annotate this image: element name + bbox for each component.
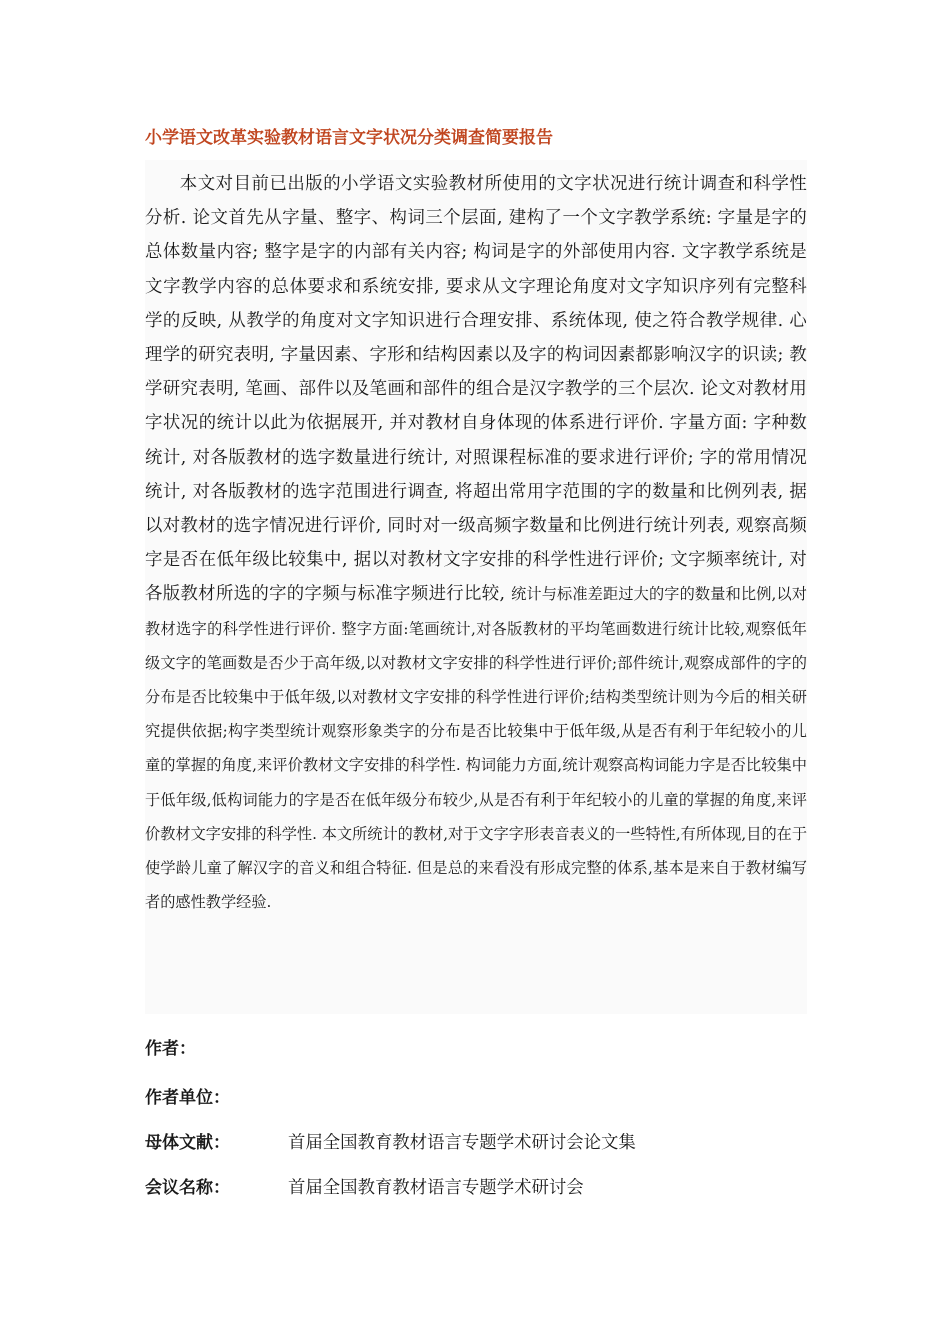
abstract-tail-text: 统计与标准差距过大的字的数量和比例,以对教材选字的科学性进行评价. 整字方面:笔画统计,对各版教材的平均笔画数进行统计比较,观察低年级文字的笔画数是否少于高年级,以对教材文字安排的科学性进行评价;部件统计,观察成部件的字的分布是否比较集中于低年级,以对教材文字安排的科学性进行评价;结构类型统计则为今后的相关研究提供依据;构字类型统计观察形象类字的分布是否比较集中于低年级,从是否有利于年纪较小的儿童的掌握的角度,来评价教材文字安排的科学性. 构词能力方面,统计观察高构词能力字是否比较集中于低年级,低构词能力的字是否在低年级分布较少,从是否有利于年纪较小的儿童的掌握的角度,来评价教材文字安排的科学性. 本文所统计的教材,对于文字字形表音表义的一些特性,有所体现,目的在于使学龄儿童了解汉字的音义和组合特征. 但是总的来看没有形成完整的体系,基本是来自于教材编写者的感性教学经验. [145, 585, 807, 912]
conference-value: 首届全国教育教材语言专题学术研讨会 [288, 1178, 584, 1198]
author-unit-label: 作者单位： [145, 1088, 230, 1108]
meta-source-row [145, 1131, 785, 1155]
meta-unit-row [145, 1086, 785, 1110]
source-doc-label: 母体文献： [145, 1133, 230, 1153]
meta-conference-row [145, 1176, 785, 1200]
abstract-body [145, 160, 807, 1014]
conference-label: 会议名称： [145, 1178, 230, 1198]
source-doc-value: 首届全国教育教材语言专题学术研讨会论文集 [288, 1133, 636, 1153]
meta-author-row [145, 1037, 785, 1061]
document-title: 小学语文改革实验教材语言文字状况分类调查简要报告 [145, 128, 553, 148]
author-label: 作者： [145, 1039, 196, 1059]
abstract-main-text: 本文对目前已出版的小学语文实验教材所使用的文字状况进行统计调查和科学性分析. 论文首先从字量、整字、构词三个层面, 建构了一个文字教学系统: 字量是字的总体数量内容; 整字是字的内部有关内容; 构词是字的外部使用内容. 文字教学系统是文字教学内容的总体要求和系统安排, 要求从文字理论角度对文字知识序列有完整科学的反映, 从教学的角度对文字知识进行合理安排、系统体现, 使之符合教学规律. 心理学的研究表明, 字量因素、字形和结构因素以及字的构词因素都影响汉字的识读; 教学研究表明, 笔画、部件以及笔画和部件的组合是汉字教学的三个层次. 论文对教材用字状况的统计以此为依据展开, 并对教材自身体现的体系进行评价. 字量方面: 字种数统计, 对各版教材的选字数量进行统计, 对照课程标准的要求进行评价; 字的常用情况统计, 对各版教材的选字范围进行调查, 将超出常用字范围的字的数量和比例列表, 据以对教材的选字情况进行评价, 同时对一级高频字数量和比例进行统计列表, 观察高频字是否在低年级比较集中, 据以对教材文字安排的科学性进行评价; 文字频率统计, 对各版教材所选的字的字频与标准字频进行比较, [145, 174, 807, 605]
